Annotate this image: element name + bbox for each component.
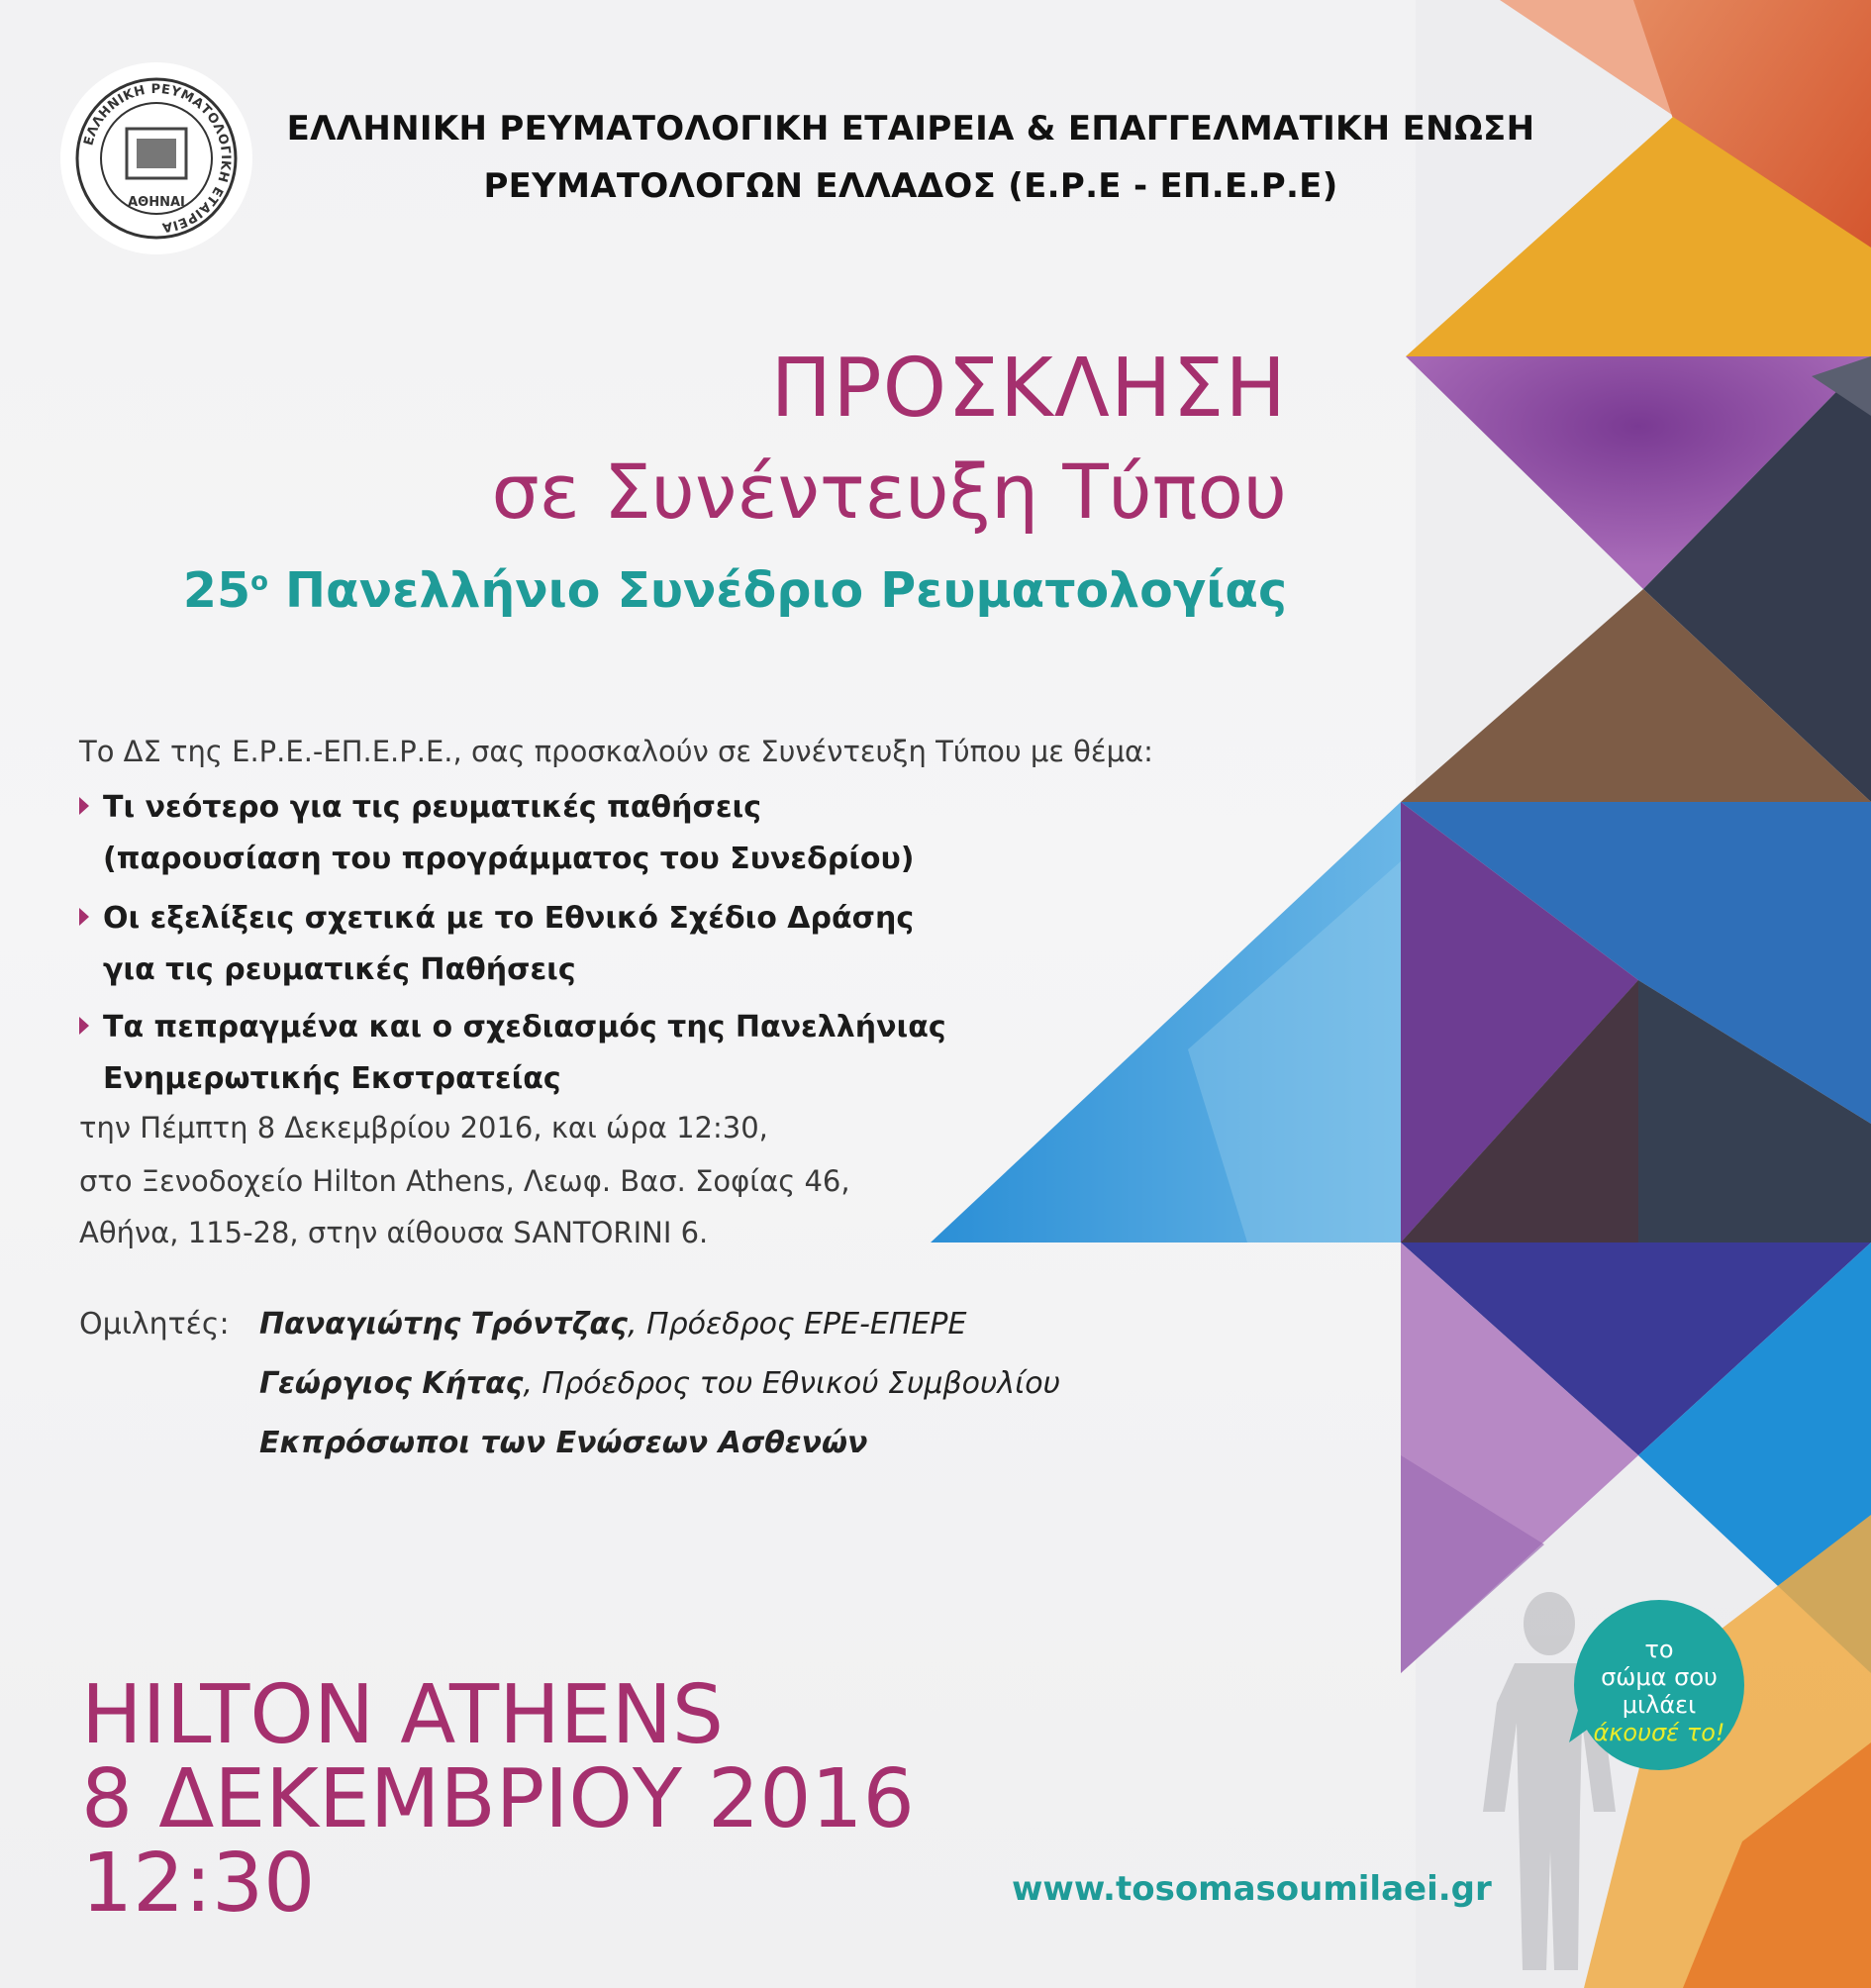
topic-item: Οι εξελίξεις σχετικά με το Εθνικό Σχέδιο Δράσης για τις ρευματικές Παθήσεις (79, 893, 914, 996)
date-headline: 8 ΔΕΚΕΜΒΡΙΟΥ 2016 (81, 1752, 915, 1846)
event-date-text: την Πέμπτη 8 Δεκεμβρίου 2016, και ώρα 12:30, (79, 1111, 768, 1144)
website-link[interactable]: www.tosomasoumilaei.gr (1012, 1869, 1492, 1909)
event-venue-text: στο Ξενοδοχείο Hilton Athens, Λεωφ. Βασ. Σοφίας 46, (79, 1164, 850, 1198)
svg-text:ΑΘΗΝΑΙ: ΑΘΗΝΑΙ (128, 195, 185, 210)
invitation-subtitle: σε Συνέντευξη Τύπου (491, 447, 1287, 536)
time-headline: 12:30 (81, 1837, 316, 1931)
speakers-label: Ομιλητές: (79, 1307, 230, 1342)
organization-name-line2: ΡΕΥΜΑΤΟΛΟΓΩΝ ΕΛΛΑΔΟΣ (Ε.Ρ.Ε - ΕΠ.Ε.Ρ.Ε) (483, 166, 1338, 206)
bullet-arrow-icon (79, 797, 89, 815)
speaker-item: Παναγιώτης Τρόντζας, Πρόεδρος ΕΡΕ-ΕΠΕΡΕ (259, 1307, 967, 1342)
society-seal-logo (57, 59, 255, 257)
organization-name-line1: ΕΛΛΗΝΙΚΗ ΡΕΥΜΑΤΟΛΟΓΙΚΗ ΕΤΑΙΡΕΙΑ & ΕΠΑΓΓΕΛΜΑΤΙΚΗ ΕΝΩΣΗ (286, 109, 1535, 149)
topic-item: Τα πεπραγμένα και ο σχεδιασμός της Πανελλήνιας Ενημερωτικής Εκστρατείας (79, 1002, 946, 1105)
event-room-text: Αθήνα, 115-28, στην αίθουσα SANTORINI 6. (79, 1216, 709, 1249)
bullet-arrow-icon (79, 1017, 89, 1035)
svg-text:ΕΛΛΗΝΙΚΗ ΡΕΥΜΑΤΟΛΟΓΙΚΗ ΕΤΑΙΡΕΙ: ΕΛΛΗΝΙΚΗ ΡΕΥΜΑΤΟΛΟΓΙΚΗ ΕΤΑΙΡΕΙΑ (81, 81, 234, 235)
venue-headline: HILTON ATHENS (81, 1668, 724, 1762)
campaign-badge: το σώμα σου μιλάει άκουσέ το! (1574, 1600, 1744, 1770)
bullet-arrow-icon (79, 908, 89, 926)
speaker-item: Εκπρόσωποι των Ενώσεων Ασθενών (259, 1426, 868, 1460)
topic-item: Τι νεότερο για τις ρευματικές παθήσεις (παρουσίαση του προγράμματος του Συνεδρίου) (79, 782, 914, 885)
speaker-item: Γεώργιος Κήτας, Πρόεδρος του Εθνικού Συμβουλίου (259, 1366, 1060, 1401)
congress-name: $25^o$ Πανελλήνιο Συνέδριο Ρευματολογίας (182, 562, 1287, 619)
invitation-title: ΠΡΟΣΚΛΗΣΗ (770, 342, 1287, 436)
intro-text: Το ΔΣ της Ε.Ρ.Ε.-ΕΠ.Ε.Ρ.Ε., σας προσκαλούν σε Συνέντευξη Τύπου με θέμα: (79, 735, 1153, 768)
